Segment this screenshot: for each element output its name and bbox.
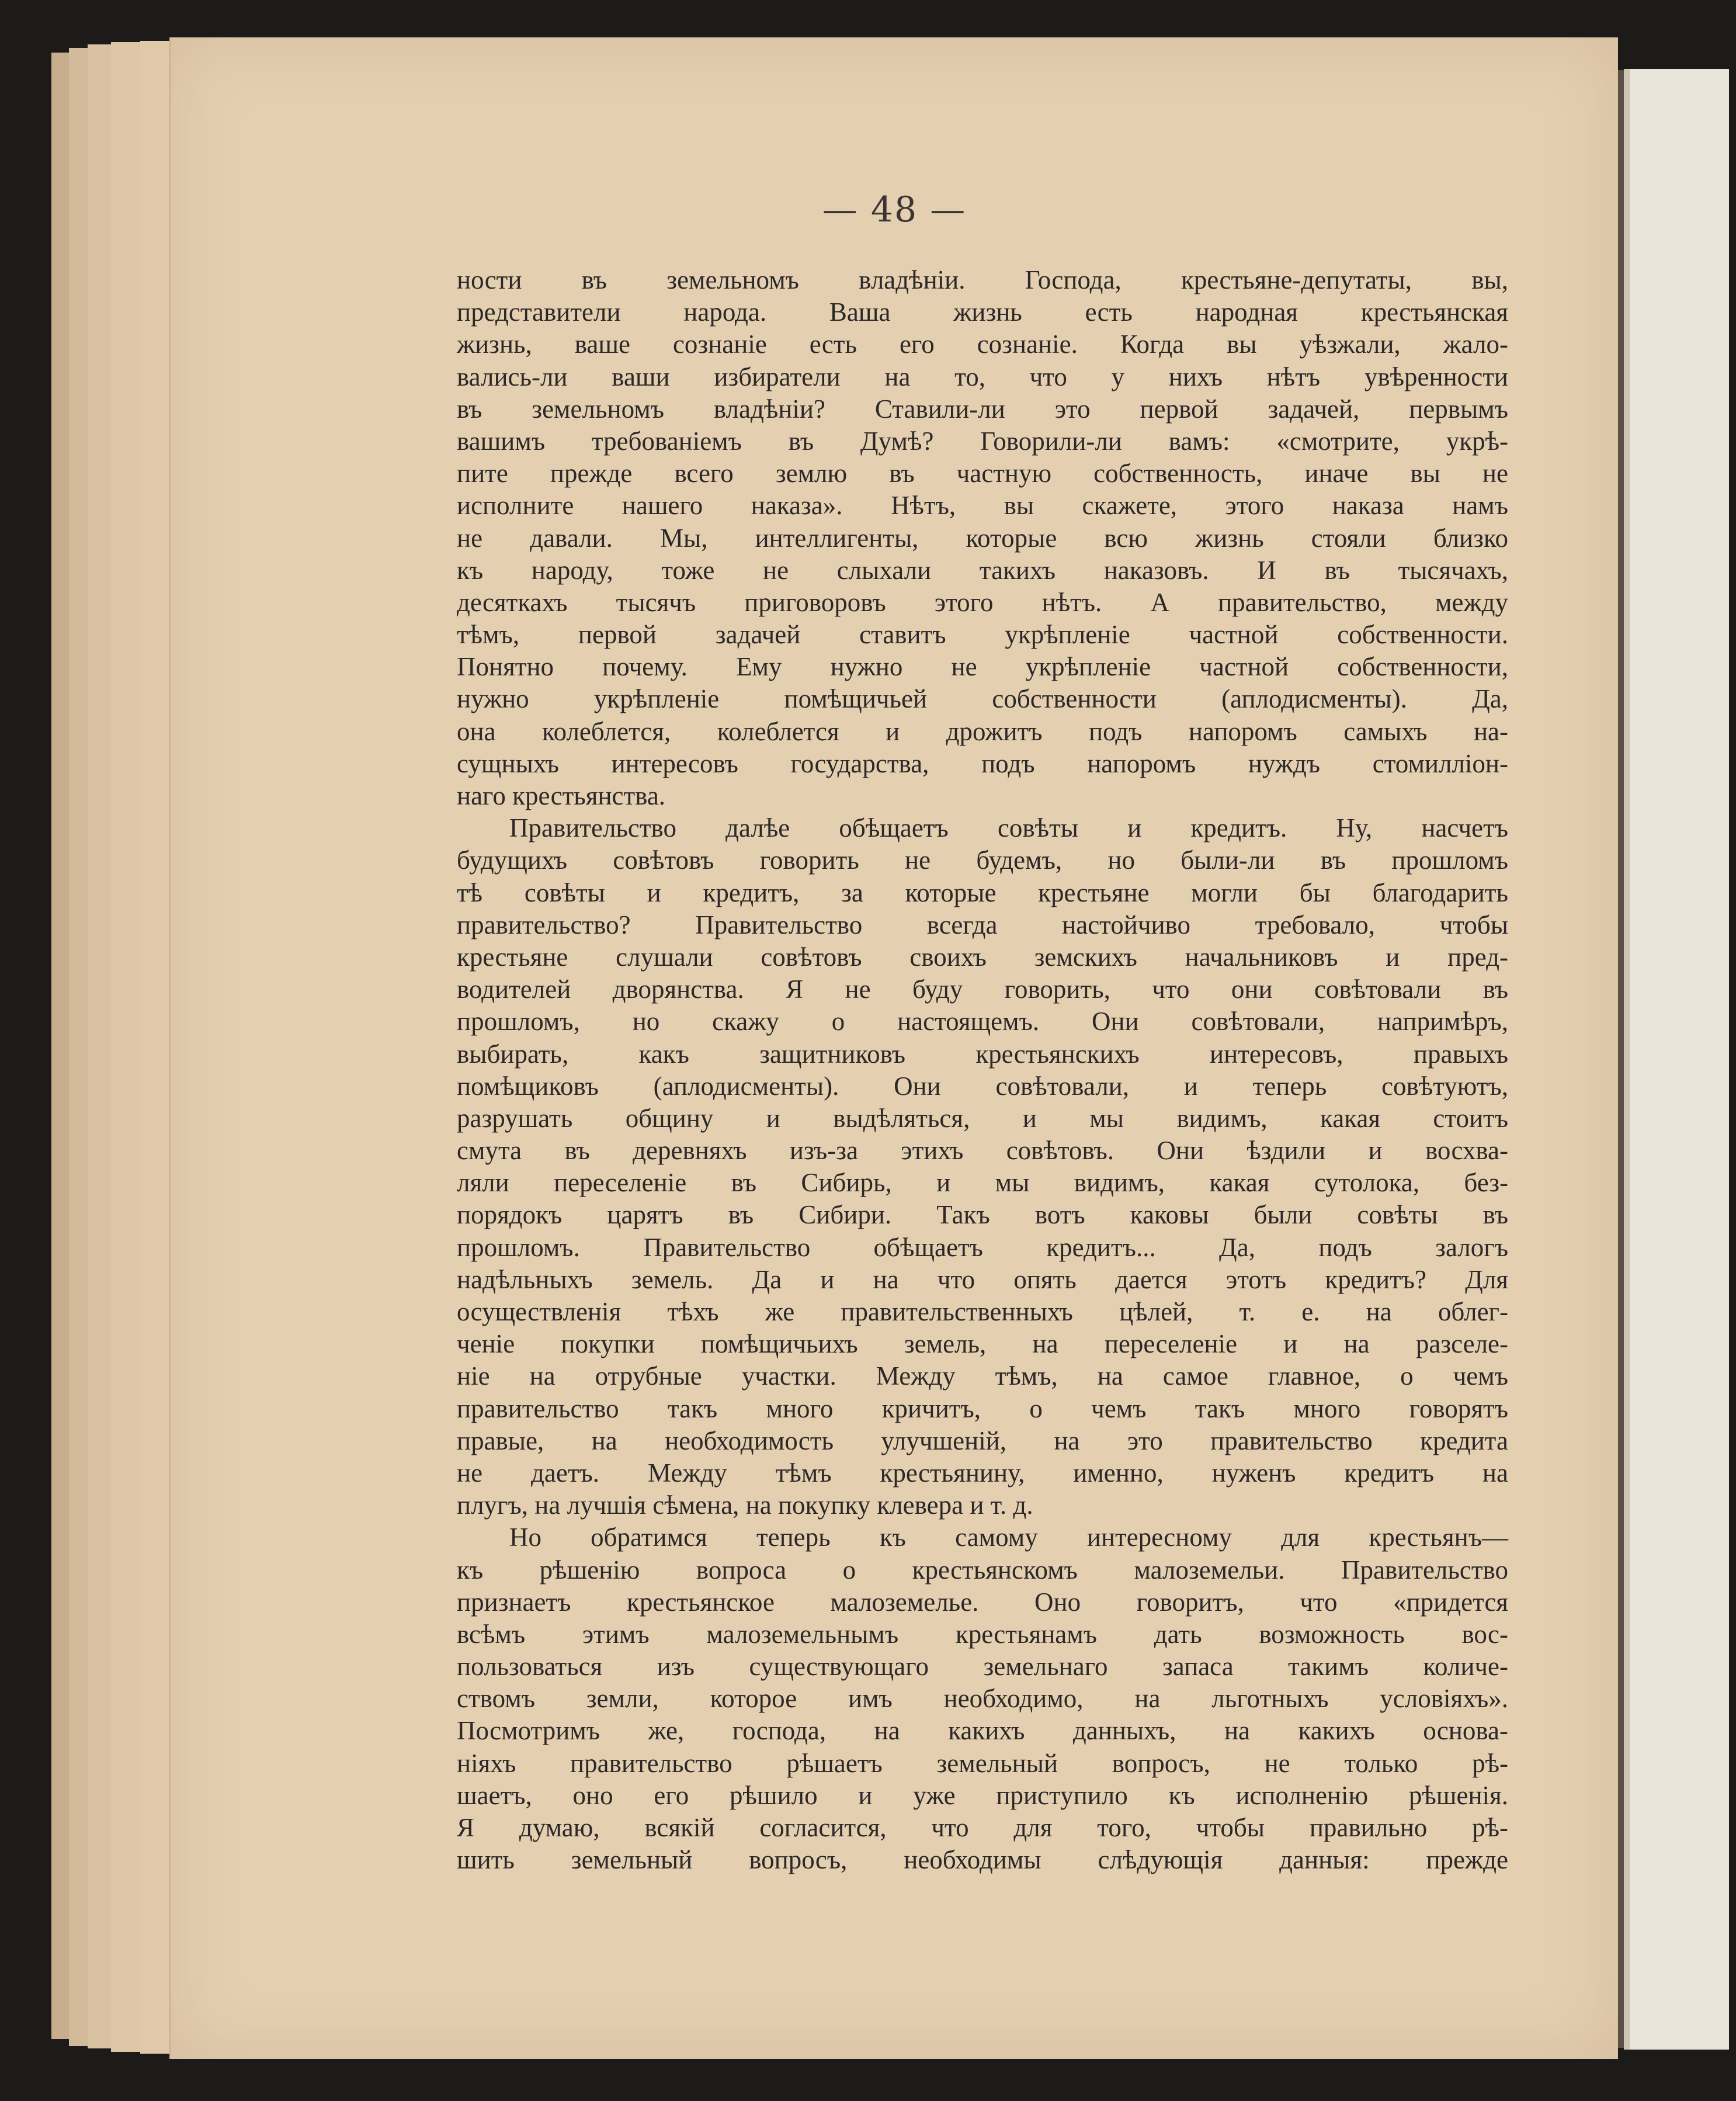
text-line: пользоваться изъ существующаго земельнаго запаса такимъ количе-: [457, 1652, 1508, 1682]
text-line: Правительство далѣе обѣщаетъ совѣты и кредитъ. Ну, насчетъ: [509, 813, 1508, 843]
text-line: ніяхъ правительство рѣшаетъ земельный вопросъ, не только рѣ-: [457, 1748, 1508, 1778]
text-line: ности въ земельномъ владѣніи. Господа, крестьяне-депутаты, вы,: [457, 265, 1508, 294]
text-line: тѣ совѣты и кредитъ, за которые крестьяне могли бы благодарить: [457, 878, 1508, 907]
text-line: помѣщиковъ (аплодисменты). Они совѣтовали, и теперь совѣтуютъ,: [457, 1071, 1508, 1101]
text-line: ствомъ земли, которое имъ необходимо, на льготныхъ условіяхъ».: [457, 1684, 1508, 1714]
text-line: правительство? Правительство всегда настойчиво требовало, чтобы: [457, 910, 1508, 939]
text-line: правые, на необходимость улучшеній, на это правительство кредита: [457, 1426, 1508, 1455]
text-line: ченіе покупки помѣщичьихъ земель, на переселеніе и на разселе-: [457, 1329, 1508, 1359]
body-text: [457, 264, 1508, 1876]
text-line: смута въ деревняхъ изъ-за этихъ совѣтовъ. Они ѣздили и восхва-: [457, 1136, 1508, 1166]
text-line: она колеблется, колеблется и дрожитъ подъ напоромъ самыхъ на-: [457, 716, 1508, 746]
text-line: тѣмъ, первой задачей ставитъ укрѣпленіе частной собственности.: [457, 620, 1508, 650]
text-line: шаетъ, оно его рѣшило и уже приступило къ исполненію рѣшенія.: [457, 1780, 1508, 1810]
text-line: не даетъ. Между тѣмъ крестьянину, именно, нуженъ кредитъ на: [457, 1458, 1508, 1488]
text-line: ляли переселеніе въ Сибирь, и мы видимъ, какая сутолока, без-: [457, 1168, 1508, 1198]
text-line: не давали. Мы, интеллигенты, которые всю жизнь стояли близко: [457, 523, 1508, 553]
text-line: въ земельномъ владѣніи? Ставили-ли это первой задачей, первымъ: [457, 394, 1508, 424]
text-line: надѣльныхъ земель. Да и на что опять дается этотъ кредитъ? Для: [457, 1264, 1508, 1294]
text-line: порядокъ царятъ въ Сибири. Такъ вотъ каковы были совѣты въ: [457, 1200, 1508, 1230]
text-line: вашимъ требованіемъ въ Думѣ? Говорили-ли вамъ: «смотрите, укрѣ-: [457, 426, 1508, 456]
facing-page-edge: [1624, 69, 1729, 2050]
text-line: прошломъ. Правительство обѣщаетъ кредитъ... Да, подъ залогъ: [457, 1232, 1508, 1262]
text-line: Понятно почему. Ему нужно не укрѣпленіе частной собственности,: [457, 652, 1508, 682]
text-line: всѣмъ этимъ малоземельнымъ крестьянамъ дать возможность вос-: [457, 1619, 1508, 1649]
book-page: [169, 37, 1618, 2059]
text-line: жизнь, ваше сознаніе есть его сознаніе. Когда вы уѣзжали, жало-: [457, 330, 1508, 359]
text-line: прошломъ, но скажу о настоящемъ. Они совѣтовали, напримѣръ,: [457, 1007, 1508, 1036]
text-line: представители народа. Ваша жизнь есть народная крестьянская: [457, 297, 1508, 327]
text-line: десяткахъ тысячъ приговоровъ этого нѣтъ. А правительство, между: [457, 587, 1508, 617]
text-line: ніе на отрубные участки. Между тѣмъ, на самое главное, о чемъ: [457, 1361, 1508, 1391]
text-line: осуществленія тѣхъ же правительственныхъ цѣлей, т. е. на облег-: [457, 1297, 1508, 1326]
text-line: къ рѣшенію вопроса о крестьянскомъ малоземельи. Правительство: [457, 1555, 1508, 1585]
text-line: Посмотримъ же, господа, на какихъ данныхъ, на какихъ основа-: [457, 1716, 1508, 1746]
text-line: признаетъ крестьянское малоземелье. Оно говоритъ, что «придется: [457, 1587, 1508, 1617]
text-line: сущныхъ интересовъ государства, подъ напоромъ нуждъ стомилліон-: [457, 748, 1508, 778]
text-line: наго крестьянства.: [457, 781, 666, 810]
page-number: — 48 —: [822, 189, 967, 230]
text-line: правительство такъ много кричитъ, о чемъ такъ много говорятъ: [457, 1393, 1508, 1423]
text-line: исполните нашего наказа». Нѣтъ, вы скажете, этого наказа намъ: [457, 491, 1508, 521]
text-line: нужно укрѣпленіе помѣщичьей собственности (аплодисменты). Да,: [457, 684, 1508, 714]
text-line: шить земельный вопросъ, необходимы слѣдующія данныя: прежде: [457, 1845, 1508, 1875]
text-line: разрушать общину и выдѣляться, и мы видимъ, какая стоитъ: [457, 1103, 1508, 1133]
text-line: будущихъ совѣтовъ говорить не будемъ, но были-ли въ прошломъ: [457, 845, 1508, 875]
text-line: къ народу, тоже не слыхали такихъ наказовъ. И въ тысячахъ,: [457, 555, 1508, 585]
text-line: водителей дворянства. Я не буду говорить, что они совѣтовали въ: [457, 975, 1508, 1004]
text-line: Я думаю, всякій согласится, что для того, чтобы правильно рѣ-: [457, 1813, 1508, 1842]
text-line: крестьяне слушали совѣтовъ своихъ земскихъ начальниковъ и пред-: [457, 942, 1508, 972]
text-line: Но обратимся теперь къ самому интересному для крестьянъ—: [509, 1523, 1508, 1552]
text-line: пите прежде всего землю въ частную собственность, иначе вы не: [457, 459, 1508, 488]
text-line: выбирать, какъ защитниковъ крестьянскихъ интересовъ, правыхъ: [457, 1039, 1508, 1069]
text-line: вались-ли ваши избиратели на то, что у нихъ нѣтъ увѣренности: [457, 362, 1508, 391]
text-line: плугъ, на лучшія сѣмена, на покупку клевера и т. д.: [457, 1490, 1033, 1520]
